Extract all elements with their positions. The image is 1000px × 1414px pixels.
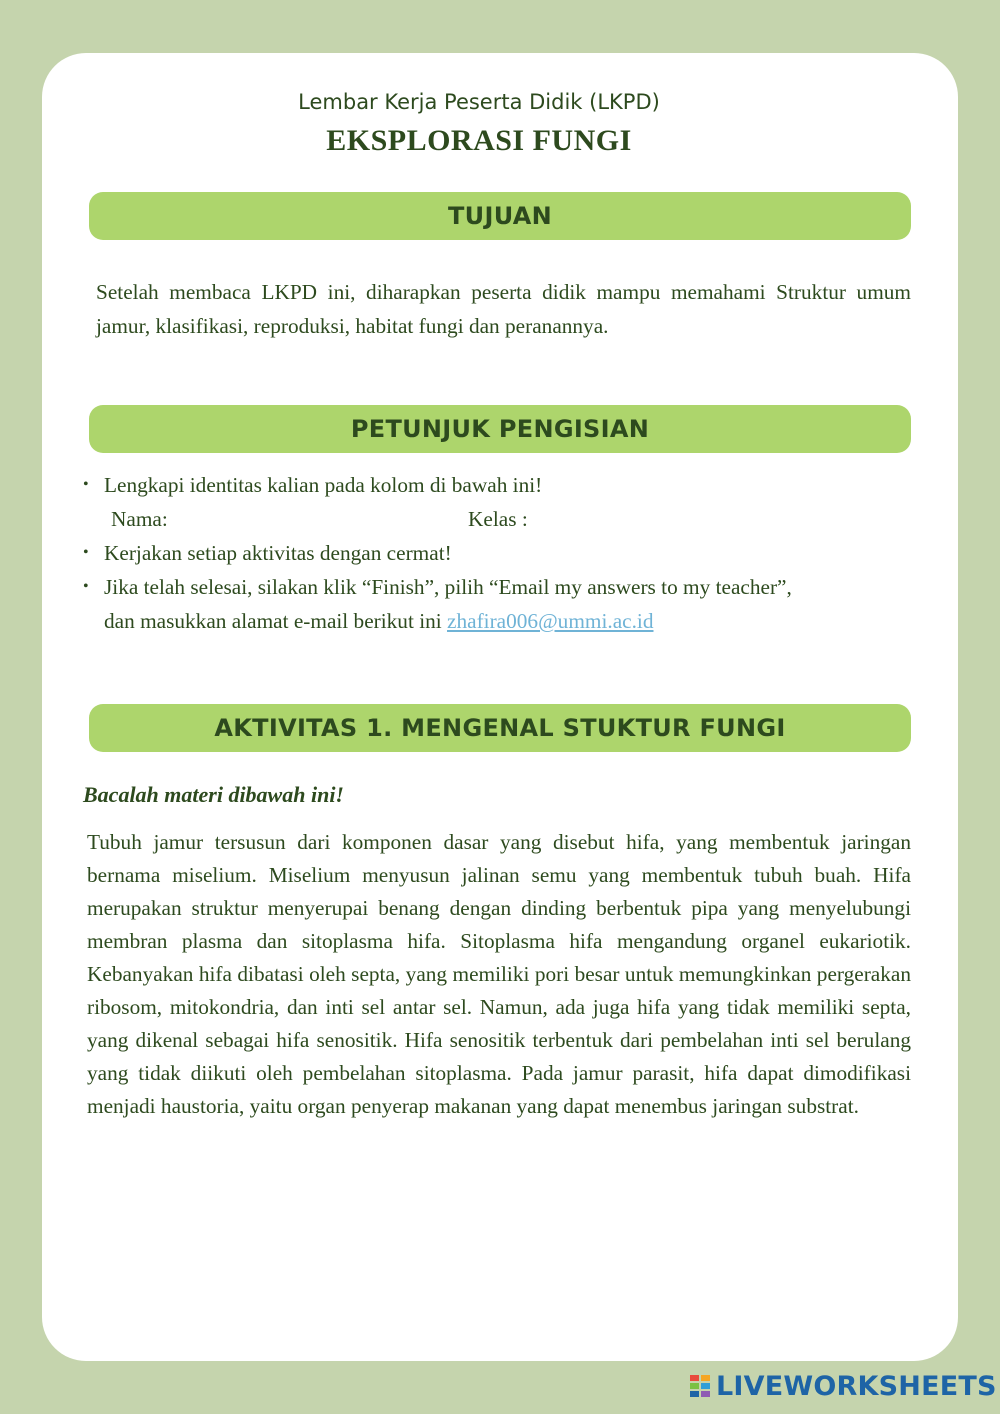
list-item-text: Jika telah selesai, silakan klik “Finish”, pilih “Email my answers to my teacher”, [104,575,792,599]
liveworksheets-brand-text: LIVEWORKSHEETS [716,1371,997,1402]
reading-instruction: Bacalah materi dibawah ini! [83,782,344,807]
list-item [80,468,950,502]
list-item [80,536,950,570]
petunjuk-list [80,468,950,638]
nama-label: Nama: [111,507,168,531]
list-item-text: dan masukkan alamat e-mail berikut ini [104,609,442,633]
tujuan-text: Setelah membaca LKPD ini, diharapkan peserta didik mampu memahami Struktur umum jamur, klasifikasi, reproduksi, habitat fungi dan peranannyа. [96,280,911,338]
bullet-icon: • [83,578,89,595]
teacher-email-link[interactable]: zhafira006@ummi.ac.id [447,609,654,633]
tujuan-heading: TUJUAN [89,192,911,240]
bullet-icon: • [83,544,89,561]
list-item-text: Kerjakan setiap aktivitas dengan cermat! [104,541,452,565]
kelas-label: Kelas : [468,507,528,531]
aktivitas1-text: Tubuh jamur tersusun dari komponen dasar yang disebut hifa, yang membentuk jaringan bernama miselium. Miselium menyusun jalinan semu yang membentuk tubuh buah. Hifa merupakan struktur menyerupai benang dengan dinding berbentuk pipa yang menyelubungi membran plasma dan sitoplasma hifa. Sitoplasma hifa mengandung organel eukariotik. Kebanyakan hifa dibatasi oleh septa, yang memiliki pori besar untuk memungkinkan pergerakan ribosom, mitokondria, dan inti sel antar sel. Namun, ada juga hifa yang tidak memiliki septa, yang dikenal sebagai hifa senositik. Hifa senositik terbentuk dari pembelahan inti sel berulang yang tidak diikuti oleh pembelahan sitoplasma. Pada jamur parasit, hifa dapat dimodifikasi menjadi haustoria, yaitu organ penyerap makanan yang dapat menembus jaringan substrat. [87,830,911,1118]
identity-row [80,502,950,536]
petunjuk-heading: PETUNJUK PENGISIAN [89,405,911,453]
aktivitas1-heading: AKTIVITAS 1. MENGENAL STUKTUR FUNGI [89,704,911,752]
worksheet-subtitle: Lembar Kerja Peserta Didik (LKPD) [298,90,660,114]
liveworksheets-logo [690,1371,997,1402]
list-item-continuation [80,604,950,638]
liveworksheets-logo-icon [690,1373,712,1401]
worksheet-title: EKSPLORASI FUNGI [326,124,632,157]
list-item [80,570,950,604]
bullet-icon: • [83,476,89,493]
list-item-text: Lengkapi identitas kalian pada kolom di bawah ini! [104,473,543,497]
